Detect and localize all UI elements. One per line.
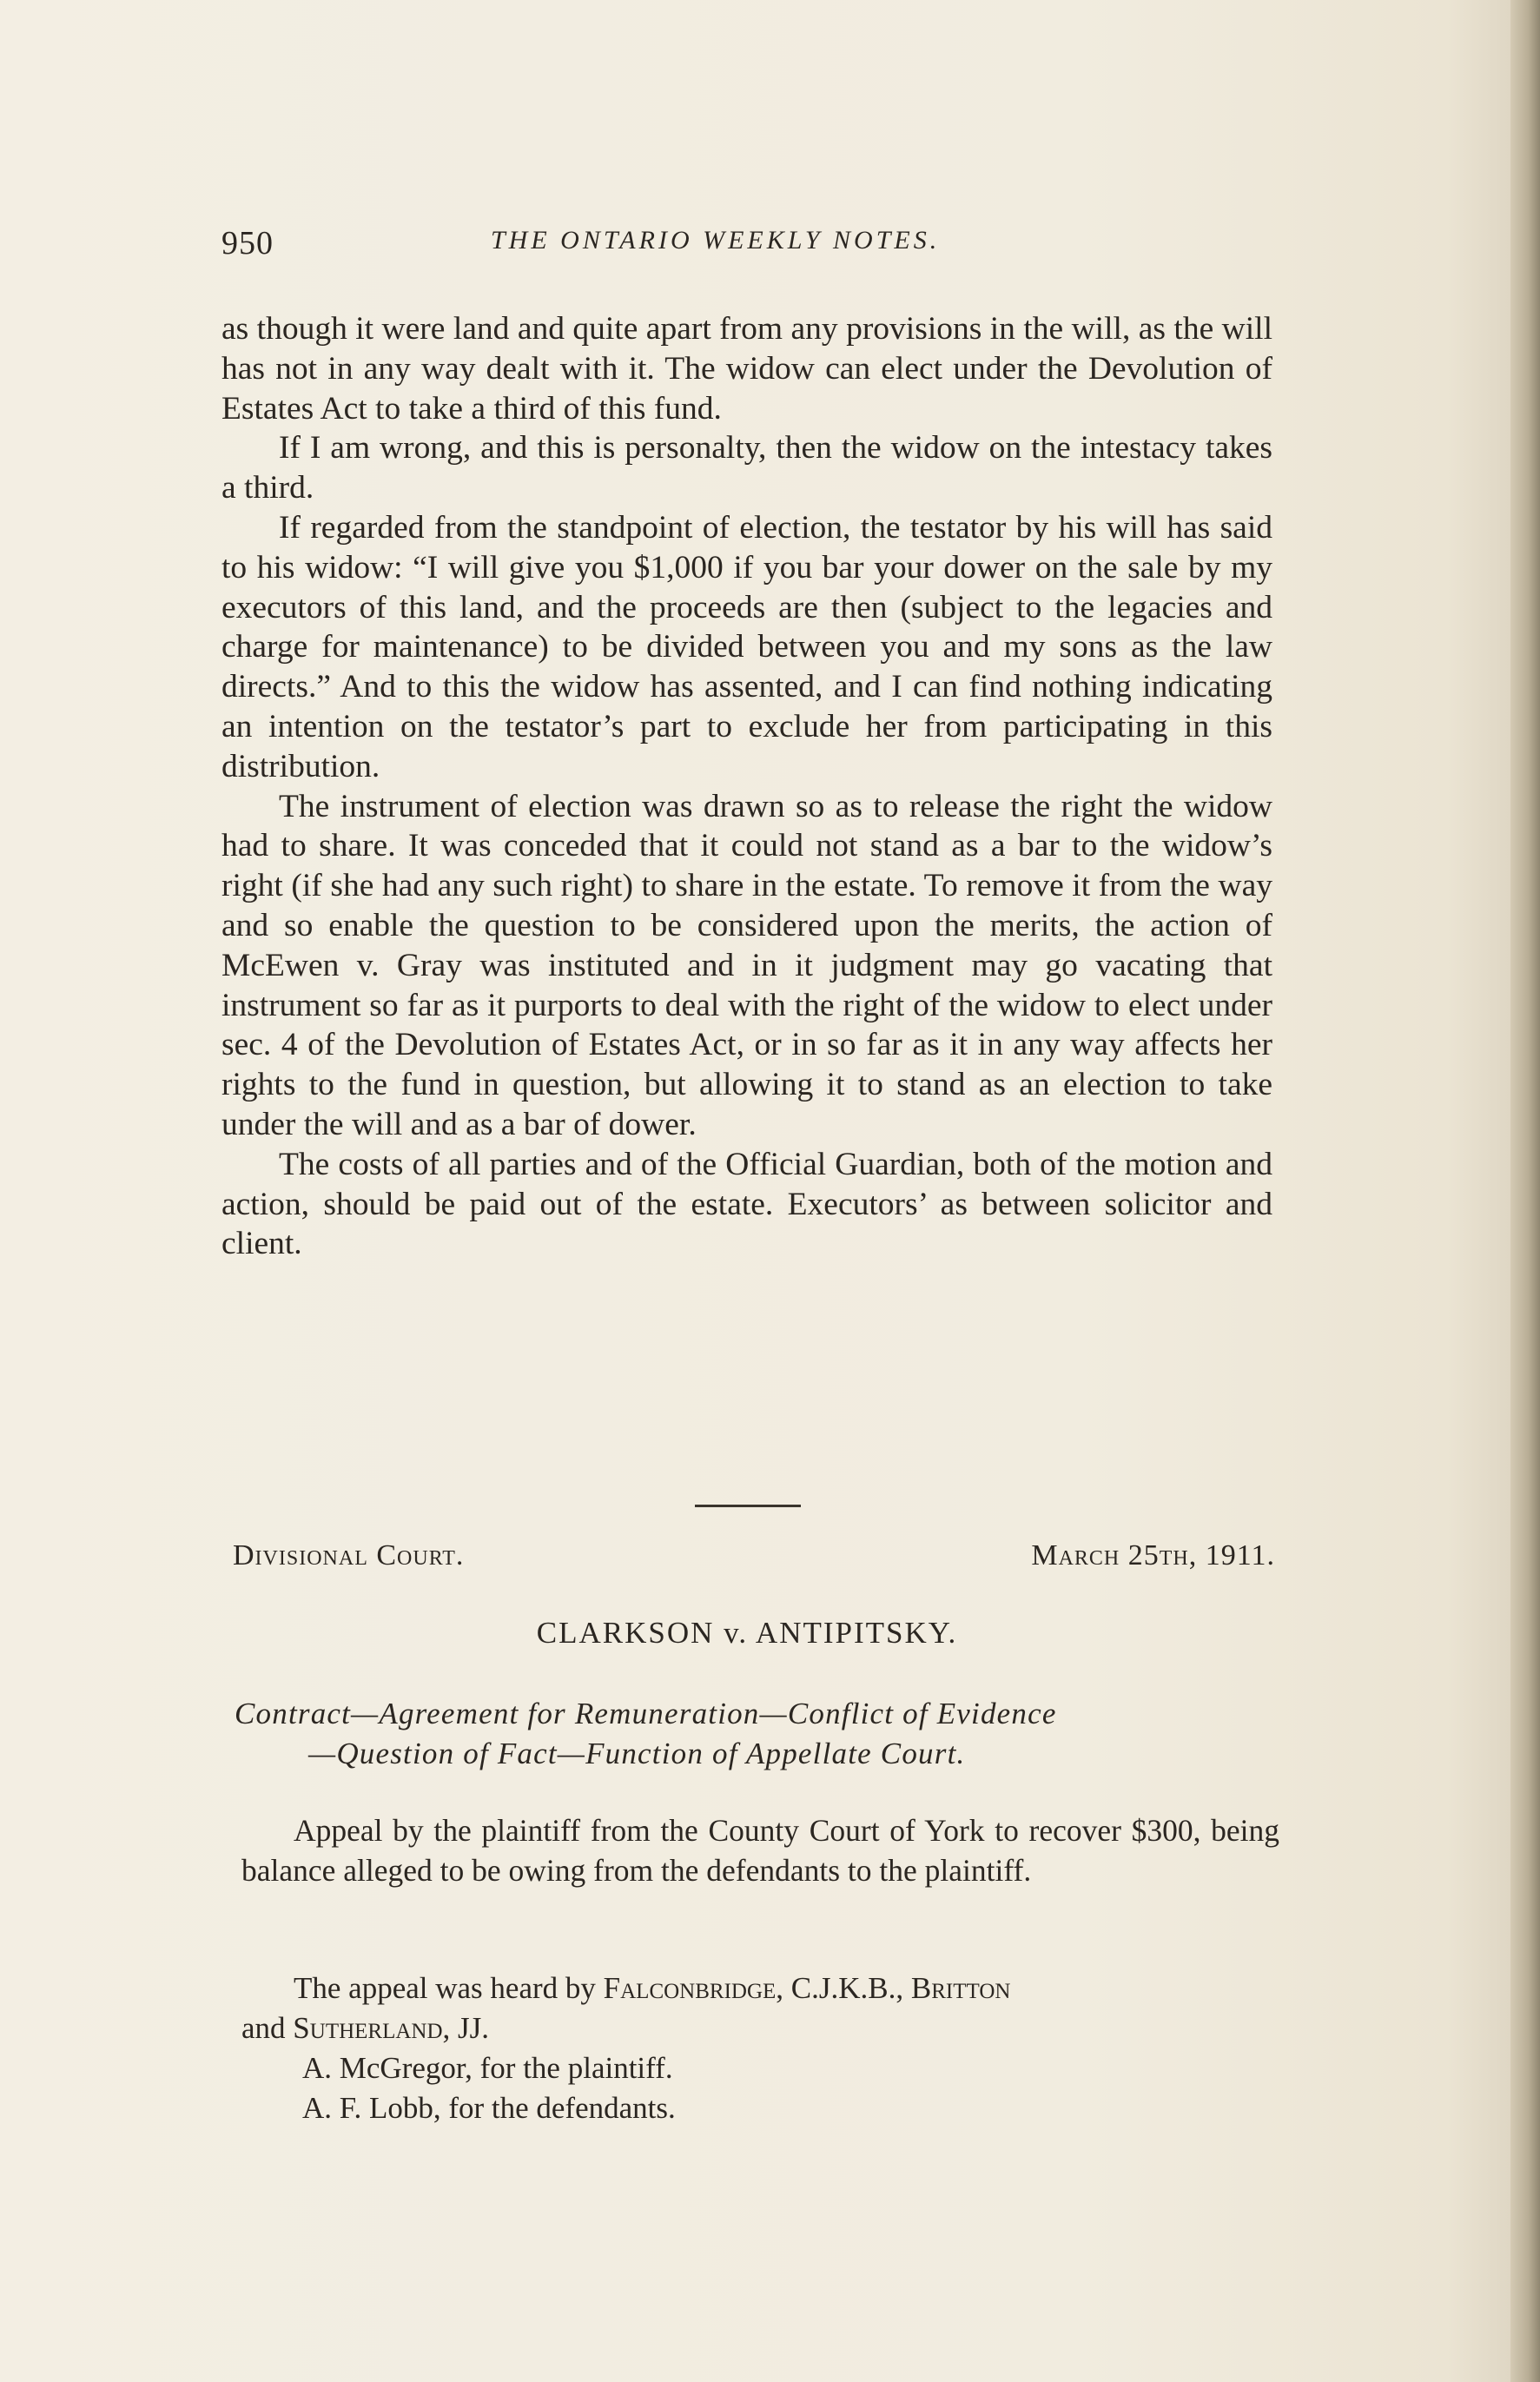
heard-by-paragraph — [241, 1968, 1284, 2048]
judge-name: Britton — [910, 1971, 1011, 2005]
paragraph: as though it were land and quite apart from any provisions in the will, as the will has not in any way dealt with it. The widow can elect under the Devolution of Estates Act to take a third of this fund. — [221, 311, 1272, 427]
appeal-paragraph: Appeal by the plaintiff from the County Court of York to recover $300, being balance alleged to be owing from the defendants to the plaintiff. — [241, 1813, 1279, 1888]
paragraph: If regarded from the standpoint of election, the testator by his will has said to his widow: “I will give you $1,000 if you bar your dower on the sale by my executors of this land, and the proceeds are then (subject to the legacies and charge for maintenance) to be divided between you and my sons as the law directs.” And to this the widow has assented, and I can find nothing indicating an intention on the testator’s part to exclude her from participating in this distribution. — [221, 509, 1272, 784]
paragraph: If I am wrong, and this is personalty, then the widow on the intestacy takes a third. — [221, 430, 1272, 506]
case-title: CLARKSON v. ANTIPITSKY. — [536, 1616, 958, 1650]
heard-conjunction: and — [241, 2011, 294, 2045]
page-number: 950 — [221, 225, 274, 261]
judgment-text — [221, 309, 1272, 1264]
judge-name: Falconbridge — [603, 1971, 777, 2005]
paragraph: The instrument of election was drawn so as to release the right the widow had to share. It was conceded that it could not stand as a bar to the widow’s right (if she had any such right) to share in the estate. To remove it from the way and so enable the question to be considered upon the merits, the action of McEwen v. Gray was instituted and in it judgment may go vacating that instrument so far as it purports to deal with the right of the widow to elect under sec. 4 of the Devolution of Estates Act, or in so far as it in any way affects her rights to the fund in question, but allowing it to stand as an election to take under the will and as a bar of dower. — [221, 788, 1272, 1142]
counsel-plaintiff: A. McGregor, for the plaintiff. — [302, 2051, 673, 2085]
counsel-defendants: A. F. Lobb, for the defendants. — [302, 2091, 676, 2125]
judge-title: , C.J.K.B., — [776, 1971, 911, 2005]
judge-title: , JJ. — [442, 2011, 490, 2045]
heard-prefix: The appeal was heard by — [294, 1971, 604, 2005]
page-edge — [1510, 0, 1540, 2382]
decision-date: March 25th, 1911. — [1031, 1539, 1275, 1571]
judge-name: Sutherland — [293, 2011, 443, 2045]
headnote — [235, 1694, 1277, 1774]
page-header — [221, 224, 1277, 276]
court-name: Divisional Court. — [233, 1539, 465, 1571]
headnote-line: Contract—Agreement for Remuneration—Conflict of Evidence — [235, 1697, 1057, 1730]
running-title: THE ONTARIO WEEKLY NOTES. — [491, 226, 941, 255]
headnote-line: —Question of Fact—Function of Appellate Court. — [308, 1737, 966, 1770]
section-divider — [695, 1505, 801, 1507]
paragraph: The costs of all parties and of the Official Guardian, both of the motion and action, should be paid out of the estate. Executors’ as between solicitor and client. — [221, 1146, 1272, 1262]
